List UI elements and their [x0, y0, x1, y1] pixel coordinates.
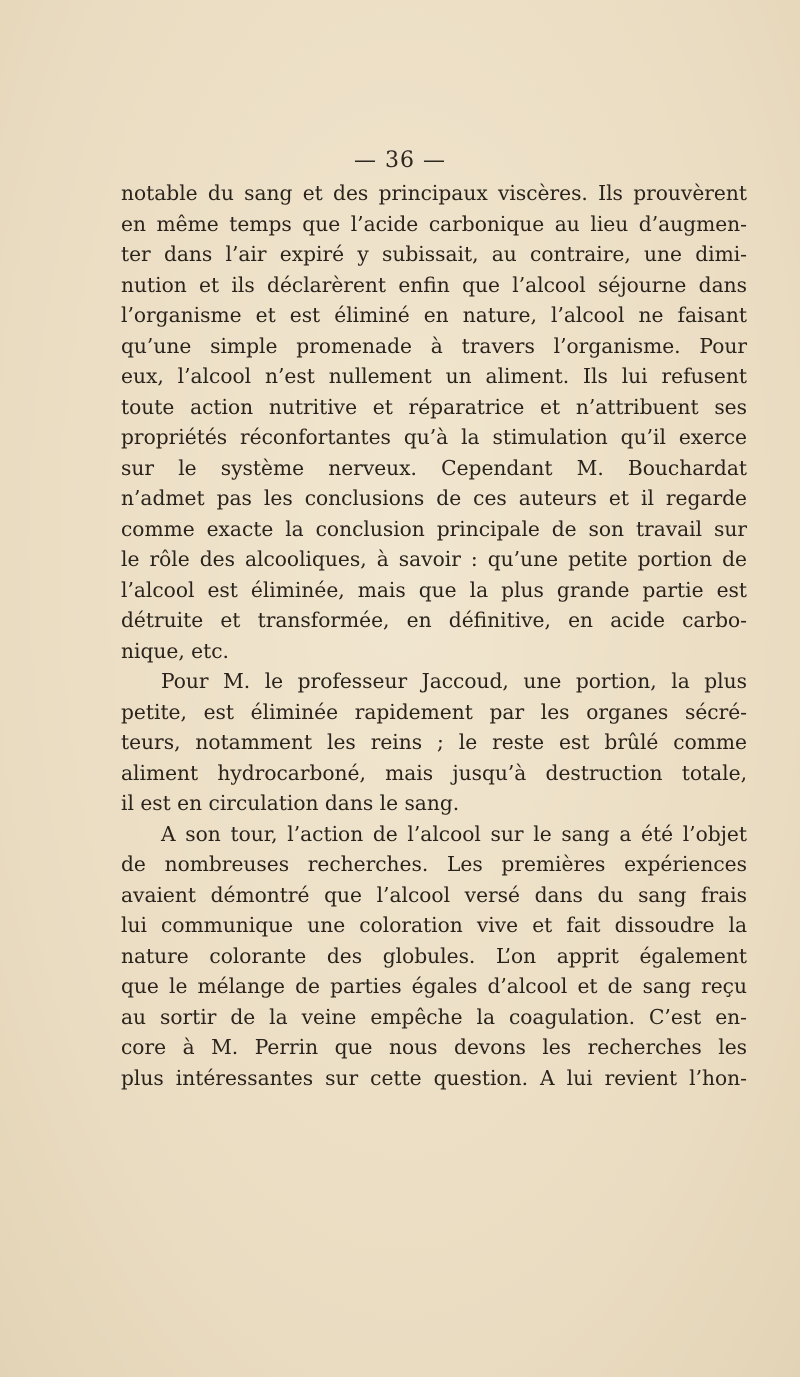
body-text: [121, 178, 747, 1093]
text-line: l’organisme et est éliminé en nature, l’alcool ne faisant: [121, 303, 747, 327]
text-line: eux, l’alcool n’est nullement un aliment. Ils lui refusent: [121, 364, 747, 388]
text-line: en même temps que l’acide carbonique au lieu d’augmen-: [121, 211, 747, 236]
text-line: teurs, notamment les reins ; le reste est brûlé comme: [121, 730, 747, 754]
text-line: avaient démontré que l’alcool versé dans du sang frais: [121, 882, 747, 907]
text-line: au sortir de la veine empêche la coagulation. C’est en-: [121, 1004, 747, 1029]
text-line: que le mélange de parties égales d’alcool et de sang reçu: [121, 974, 747, 998]
text-line: toute action nutritive et réparatrice et n’attribuent ses: [121, 394, 747, 419]
text-line: plus intéressantes sur cette question. A lui revient l’hon-: [121, 1065, 747, 1090]
text-line: core à M. Perrin que nous devons les recherches les: [121, 1035, 747, 1059]
text-line: comme exacte la conclusion principale de son travail sur: [121, 516, 747, 541]
text-line: n’admet pas les conclusions de ces auteurs et il regarde: [121, 486, 747, 510]
text-line: nature colorante des globules. L’on apprit également: [121, 943, 747, 968]
paragraph-start-line: Pour M. le professeur Jaccoud, une portion, la plus: [161, 669, 747, 693]
text-line: qu’une simple promenade à travers l’organisme. Pour: [121, 333, 747, 358]
text-line: nution et ils déclarèrent enfin que l’alcool séjourne dans: [121, 272, 747, 297]
text-line: détruite et transformée, en définitive, en acide carbo-: [121, 608, 747, 632]
text-line: sur le système nerveux. Cependant M. Bouchardat: [121, 455, 747, 480]
text-line: notable du sang et des principaux viscères. Ils prouvèrent: [121, 181, 747, 205]
text-line: aliment hydrocarboné, mais jusqu’à destruction totale,: [121, 760, 747, 785]
text-line: le rôle des alcooliques, à savoir : qu’une petite portion de: [121, 547, 747, 571]
text-line: lui communique une coloration vive et fait dissoudre la: [121, 913, 747, 937]
text-line: petite, est éliminée rapidement par les organes sécré-: [121, 699, 747, 724]
paragraph-start-line: A son tour, l’action de l’alcool sur le sang a été l’objet: [161, 821, 747, 846]
text-line: nique, etc.: [121, 638, 229, 663]
page-number: — 36 —: [354, 148, 446, 173]
text-line: l’alcool est éliminée, mais que la plus grande partie est: [121, 577, 747, 602]
text-line: il est en circulation dans le sang.: [121, 791, 460, 815]
text-line: ter dans l’air expiré y subissait, au contraire, une dimi-: [121, 242, 747, 266]
text-line: propriétés réconfortantes qu’à la stimulation qu’il exerce: [121, 425, 747, 449]
text-line: de nombreuses recherches. Les premières expériences: [121, 852, 747, 876]
